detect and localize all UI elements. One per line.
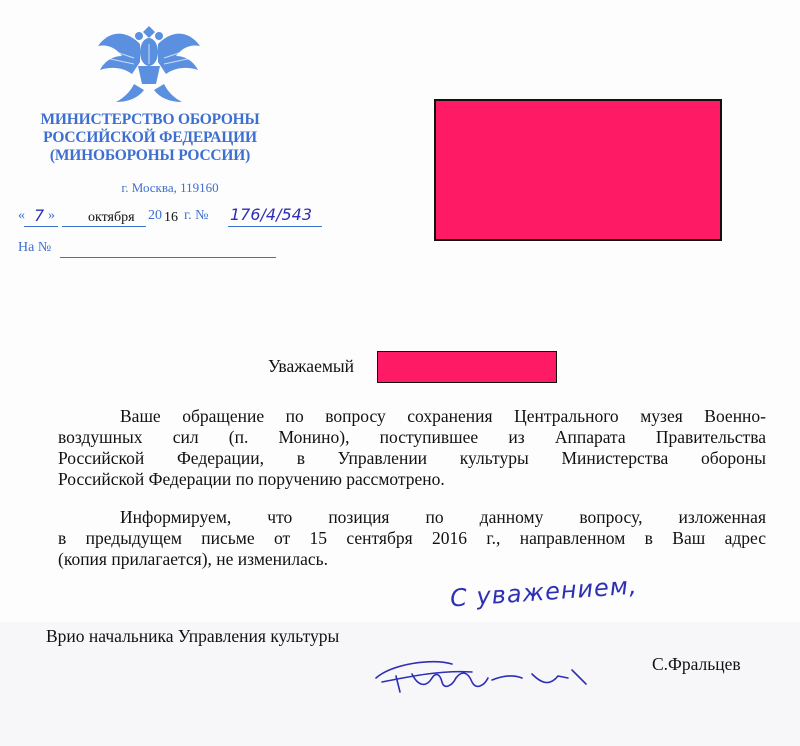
signer-role: Врио начальника Управления культуры bbox=[46, 626, 340, 646]
date-g-number-label: г. № bbox=[184, 208, 209, 223]
paragraph-1-line-4: Российской Федерации по поручению рассмотрено. bbox=[58, 469, 445, 489]
paragraph-1 bbox=[58, 406, 766, 490]
reference-number-line bbox=[60, 257, 276, 258]
ministry-line-1: МИНИСТЕРСТВО ОБОРОНЫ bbox=[40, 111, 260, 128]
paragraph-1-line-3: Российской Федерации, в Управлении культуры Министерства обороны bbox=[58, 448, 766, 468]
ministry-line-3: (МИНОБОРОНЫ РОССИИ) bbox=[49, 147, 251, 164]
reference-number-label: На № bbox=[18, 240, 52, 255]
date-open-quote: « bbox=[18, 208, 25, 223]
double-headed-eagle-emblem-icon bbox=[94, 18, 204, 108]
salutation: Уважаемый bbox=[268, 356, 355, 376]
paragraph-2-line-2: в предыдущем письме от 15 сентября 2016 г., направленном в Ваш адрес bbox=[58, 528, 766, 548]
document-number: 176/4/543 bbox=[230, 205, 313, 224]
date-day: 7 bbox=[34, 206, 45, 225]
paragraph-2-line-3: (копия прилагается), не изменилась. bbox=[58, 549, 329, 569]
paragraph-2 bbox=[58, 507, 766, 570]
ministry-name bbox=[30, 111, 270, 165]
signer-name: С.Фральцев bbox=[652, 654, 741, 674]
paragraph-2-line-1: Информируем, что позиция по данному вопросу, изложенная bbox=[120, 507, 766, 527]
paragraph-1-line-1: Ваше обращение по вопросу сохранения Центрального музея Военно- bbox=[120, 406, 766, 426]
date-line bbox=[18, 205, 348, 236]
date-close-quote: » bbox=[48, 208, 55, 223]
date-month: октября bbox=[88, 210, 135, 225]
redacted-recipient-name bbox=[377, 351, 557, 383]
ministry-line-2: РОССИЙСКОЙ ФЕДЕРАЦИИ bbox=[43, 129, 257, 146]
handwritten-closing: С уважением, bbox=[449, 571, 639, 613]
date-year-prefix: 20 bbox=[148, 208, 162, 223]
date-year: 16 bbox=[164, 210, 178, 225]
city-address: г. Москва, 119160 bbox=[121, 180, 219, 195]
handwritten-signature bbox=[372, 652, 602, 696]
paragraph-1-line-2: воздушных сил (п. Монино), поступившее из Аппарата Правительства bbox=[58, 427, 766, 447]
redacted-recipient-address bbox=[434, 99, 722, 241]
